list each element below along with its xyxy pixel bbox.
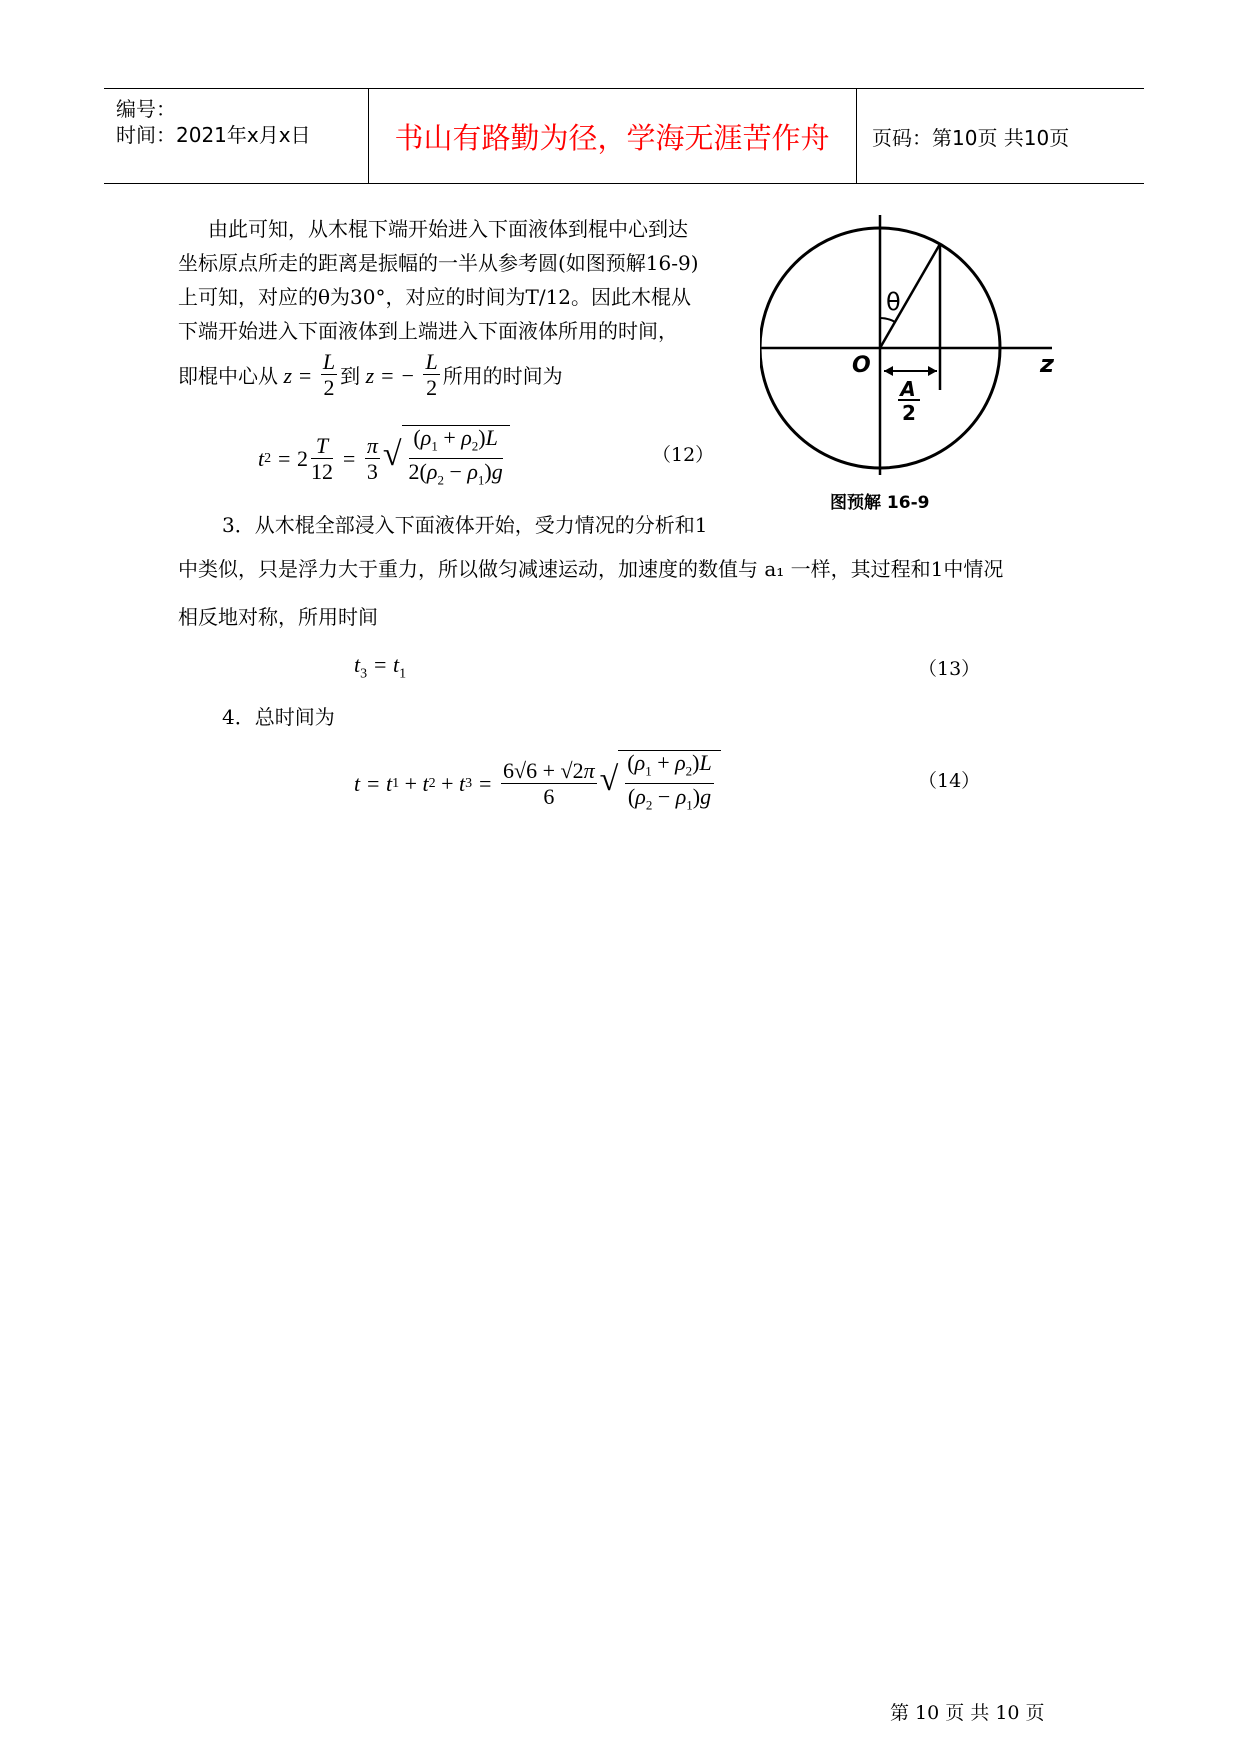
header-motto: 书山有路勤为径，学海无涯苦作舟 [368,89,857,183]
fraction: $\frac{L}{2}$ [425,349,438,400]
fraction: $\frac{T}{12}$ [310,432,333,484]
math-inline: z = − $\frac{L}{2}$ [360,349,438,400]
square-root: √ $\frac{(\rho_1 + \rho_2)L}{2(\rho_2 - \rho_1)g}$ [383,425,510,494]
theta-arc [880,318,895,322]
reference-circle-figure [760,210,1080,524]
paragraph-line: 由此可知，从木棍下端开始进入下面液体到棍中心到达 [208,217,688,241]
math-inline: z = $\frac{L}{2}$ [278,349,336,400]
fraction: $\frac{\pi}{3}$ [366,432,378,484]
header-page-code: 页码：第10页 共10页 [872,125,1070,150]
paragraph-text: 即棍中心从 [178,363,278,388]
fraction: $\frac{(\rho_1 + \rho_2)L}{(\rho_2 - \rho_1)g}$ [627,750,712,813]
theta-label: θ [886,288,901,316]
page-footer: 第 10 页 共 10 页 [890,1702,1045,1724]
fraction: $\frac{6√6 + √2\pi}{6}$ [503,757,595,809]
paragraph-line: 相反地对称，所用时间 [178,605,378,629]
amplitude-denominator: 2 [902,401,916,425]
fraction: $\frac{(\rho_1 + \rho_2)L}{2(\rho_2 - \rho_1)g}$ [408,425,503,488]
square-root: √ $\frac{(\rho_1 + \rho_2)L}{(\rho_2 - \rho_1)g}$ [600,750,721,819]
paragraph-line: 中类似，只是浮力大于重力，所以做匀减速运动，加速度的数值与 a₁ 一样，其过程和1中情况 [178,557,1004,581]
paragraph-text: 所用的时间为 [442,363,563,388]
page-header [104,88,1144,184]
figure-drawing [760,210,1080,520]
paragraph-line-with-math [178,350,563,401]
equation-number: （13） [918,658,981,680]
arrow-head-right [928,366,937,376]
amplitude-numerator: A [900,377,916,401]
paragraph-text: 到 [340,363,361,388]
paragraph-line: 下端开始进入下面液体到上端进入下面液体所用的时间， [178,319,678,343]
fraction: $\frac{L}{2}$ [322,349,336,400]
equation-number: （14） [918,770,981,792]
equation-14: t = t 1 + t 2 + t 3 = $\frac{6√6 + √2\pi}{6}$ √ $\frac{(\rho_1 + \rho_2)L}{(\rho_2 - \rho_1)g}$ [354,750,721,819]
equation-12: t 2 = 2 $\frac{T}{12}$ = $\frac{\pi}{3}$ √ $\frac{(\rho_1 + \rho_2)L}{2(\rho_2 - \rho_1)g}$ [258,425,510,494]
paragraph-line: 坐标原点所走的距离是振幅的一半从参考圆(如图预解16-9) [178,251,699,275]
document-time-label: 时间：2021年x月x日 [116,123,311,147]
z-axis-label: z [1040,350,1054,378]
figure-caption: 图预解 16-9 [830,493,930,513]
equation-13: $t_3 = t_1$ [354,652,407,682]
paragraph-line: 3．从木棍全部浸入下面液体开始，受力情况的分析和1 [222,513,708,537]
equation-number: （12） [652,444,715,466]
document-number-label: 编号： [116,97,176,121]
origin-label: O [852,353,871,378]
paragraph-line: 上可知，对应的θ为30°，对应的时间为T/12。因此木棍从 [178,285,692,309]
paragraph-line: 4．总时间为 [222,705,335,729]
header-left-cell [104,89,369,183]
arrow-head-left [884,366,893,376]
